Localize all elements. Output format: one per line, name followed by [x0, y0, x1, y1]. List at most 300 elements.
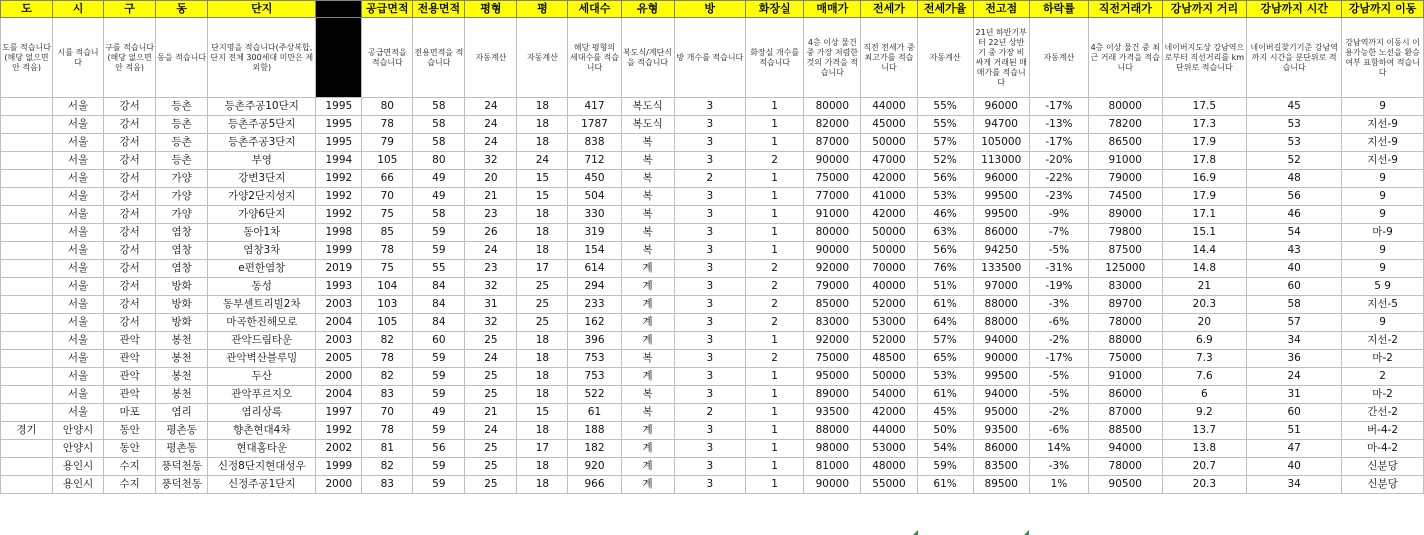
table-cell[interactable]	[1, 152, 53, 170]
table-cell[interactable]: 87000	[1089, 404, 1162, 422]
table-cell[interactable]: 80	[413, 152, 465, 170]
table-cell[interactable]: 45%	[917, 404, 973, 422]
table-cell[interactable]: 14%	[1029, 440, 1088, 458]
table-cell[interactable]: 50000	[861, 242, 917, 260]
table-cell[interactable]: 113000	[973, 152, 1029, 170]
table-cell[interactable]: 3	[674, 206, 745, 224]
table-cell[interactable]: 복	[621, 206, 674, 224]
table-cell[interactable]: 봉천	[156, 368, 208, 386]
table-cell[interactable]: 75000	[804, 170, 861, 188]
table-cell[interactable]: 3	[674, 422, 745, 440]
table-cell[interactable]: 서울	[53, 278, 104, 296]
table-cell[interactable]: 3	[674, 386, 745, 404]
table-cell[interactable]: 서울	[53, 152, 104, 170]
table-cell[interactable]: 신정주공1단지	[208, 476, 316, 494]
table-cell[interactable]: 계	[621, 296, 674, 314]
table-cell[interactable]: 등촌주공5단지	[208, 116, 316, 134]
table-cell[interactable]: 59	[413, 422, 465, 440]
table-cell[interactable]: 복	[621, 134, 674, 152]
table-cell[interactable]: 50000	[861, 368, 917, 386]
table-cell[interactable]: 50%	[917, 422, 973, 440]
table-cell[interactable]: 89500	[973, 476, 1029, 494]
table-cell[interactable]: 서울	[53, 368, 104, 386]
table-cell[interactable]: 103	[362, 296, 413, 314]
table-cell[interactable]: 90000	[804, 152, 861, 170]
table-cell[interactable]: 1999	[316, 242, 362, 260]
table-cell[interactable]: 89000	[804, 386, 861, 404]
column-description[interactable]: 전용면적을 적습니다	[413, 18, 465, 98]
table-cell[interactable]: 등촌주공3단지	[208, 134, 316, 152]
table-cell[interactable]: 24	[465, 242, 517, 260]
table-cell[interactable]: 관악	[104, 386, 156, 404]
column-description[interactable]: 시를 적습니다	[53, 18, 104, 98]
column-header[interactable]: 전세가	[861, 1, 917, 18]
table-cell[interactable]: 1	[746, 224, 804, 242]
table-cell[interactable]: 54000	[861, 386, 917, 404]
table-cell[interactable]: 두산	[208, 368, 316, 386]
table-cell[interactable]: 58	[413, 134, 465, 152]
table-cell[interactable]: -2%	[1029, 404, 1088, 422]
table-cell[interactable]: 24	[465, 134, 517, 152]
table-cell[interactable]: 17	[517, 260, 568, 278]
table-cell[interactable]: 85	[362, 224, 413, 242]
table-cell[interactable]: 24	[465, 116, 517, 134]
table-cell[interactable]: 1	[746, 440, 804, 458]
table-cell[interactable]: 1	[746, 386, 804, 404]
column-description[interactable]: 자동계산	[465, 18, 517, 98]
column-description[interactable]: 자동계산	[917, 18, 973, 98]
table-cell[interactable]: 55000	[861, 476, 917, 494]
table-cell[interactable]: 60	[413, 332, 465, 350]
table-cell[interactable]: 3	[674, 350, 745, 368]
table-cell[interactable]: 18	[517, 368, 568, 386]
table-cell[interactable]: 18	[517, 350, 568, 368]
table-cell[interactable]: 계	[621, 368, 674, 386]
table-cell[interactable]: 57	[1247, 314, 1342, 332]
table-cell[interactable]: -6%	[1029, 314, 1088, 332]
table-cell[interactable]: 83	[362, 386, 413, 404]
table-cell[interactable]: 서울	[53, 188, 104, 206]
table-cell[interactable]: 1	[746, 170, 804, 188]
table-cell[interactable]: 용인시	[53, 476, 104, 494]
table-cell[interactable]: 9	[1342, 314, 1424, 332]
column-header[interactable]: 시	[53, 1, 104, 18]
table-cell[interactable]: 78200	[1089, 116, 1162, 134]
table-cell[interactable]: 복	[621, 152, 674, 170]
table-cell[interactable]: 25	[517, 314, 568, 332]
table-cell[interactable]: 63%	[917, 224, 973, 242]
table-cell[interactable]: 마곡한진해모로	[208, 314, 316, 332]
table-cell[interactable]: 417	[568, 98, 621, 116]
table-cell[interactable]: 65%	[917, 350, 973, 368]
table-cell[interactable]: 2	[674, 170, 745, 188]
table-cell[interactable]: 48500	[861, 350, 917, 368]
column-description[interactable]	[316, 18, 362, 98]
table-cell[interactable]: 88000	[973, 314, 1029, 332]
table-cell[interactable]: 45	[1247, 98, 1342, 116]
table-cell[interactable]: 105000	[973, 134, 1029, 152]
table-cell[interactable]: 99500	[973, 206, 1029, 224]
table-cell[interactable]: 1997	[316, 404, 362, 422]
table-cell[interactable]: 21	[465, 188, 517, 206]
column-header[interactable]: 전고점	[973, 1, 1029, 18]
table-cell[interactable]: 78000	[1089, 314, 1162, 332]
table-cell[interactable]: 52000	[861, 296, 917, 314]
table-cell[interactable]: 32	[465, 278, 517, 296]
table-cell[interactable]: 마-4-2	[1342, 440, 1424, 458]
table-cell[interactable]: 관악	[104, 350, 156, 368]
table-cell[interactable]: 계	[621, 458, 674, 476]
table-cell[interactable]: 2003	[316, 332, 362, 350]
table-cell[interactable]: 용인시	[53, 458, 104, 476]
table-cell[interactable]: 81000	[804, 458, 861, 476]
column-header[interactable]: 공급면적	[362, 1, 413, 18]
table-cell[interactable]: 87000	[804, 134, 861, 152]
table-cell[interactable]	[1, 368, 53, 386]
table-cell[interactable]: 61%	[917, 296, 973, 314]
table-cell[interactable]	[1, 440, 53, 458]
table-cell[interactable]: 강서	[104, 314, 156, 332]
table-cell[interactable]: 방화	[156, 314, 208, 332]
table-cell[interactable]: 58	[413, 98, 465, 116]
column-description[interactable]: 네이버지도상 강남역으로부터 직선거리를 km단위로 적습니다	[1162, 18, 1247, 98]
table-cell[interactable]: 25	[465, 368, 517, 386]
table-cell[interactable]: 서울	[53, 404, 104, 422]
table-cell[interactable]: 17	[517, 440, 568, 458]
table-cell[interactable]: 75000	[1089, 350, 1162, 368]
table-cell[interactable]: 1992	[316, 170, 362, 188]
table-cell[interactable]: 서울	[53, 242, 104, 260]
table-cell[interactable]	[1, 134, 53, 152]
table-cell[interactable]: 24	[465, 350, 517, 368]
table-cell[interactable]: 3	[674, 224, 745, 242]
table-cell[interactable]: 17.9	[1162, 134, 1247, 152]
table-cell[interactable]: 43	[1247, 242, 1342, 260]
table-cell[interactable]: 753	[568, 368, 621, 386]
table-cell[interactable]: 21	[465, 404, 517, 422]
table-cell[interactable]: 등촌주공10단지	[208, 98, 316, 116]
table-cell[interactable]: 18	[517, 134, 568, 152]
table-cell[interactable]: 34	[1247, 332, 1342, 350]
table-cell[interactable]: -2%	[1029, 332, 1088, 350]
table-cell[interactable]: 지선-9	[1342, 116, 1424, 134]
table-cell[interactable]: 88000	[973, 296, 1029, 314]
table-cell[interactable]: 동안	[104, 422, 156, 440]
table-cell[interactable]: 3	[674, 332, 745, 350]
column-description[interactable]: 직전 전세가 중 최고가를 적습니다	[861, 18, 917, 98]
table-cell[interactable]: 94000	[1089, 440, 1162, 458]
table-cell[interactable]: 강서	[104, 98, 156, 116]
table-cell[interactable]: 75000	[804, 350, 861, 368]
table-cell[interactable]: 2	[1342, 368, 1424, 386]
table-cell[interactable]: 48	[1247, 170, 1342, 188]
table-cell[interactable]: 88000	[804, 422, 861, 440]
table-cell[interactable]: 7.6	[1162, 368, 1247, 386]
table-cell[interactable]: 7.3	[1162, 350, 1247, 368]
table-cell[interactable]: 24	[465, 98, 517, 116]
table-cell[interactable]: 2000	[316, 368, 362, 386]
table-cell[interactable]: 54%	[917, 440, 973, 458]
table-cell[interactable]: 복	[621, 224, 674, 242]
table-cell[interactable]: 9	[1342, 206, 1424, 224]
table-cell[interactable]: -6%	[1029, 422, 1088, 440]
table-cell[interactable]: 105	[362, 314, 413, 332]
table-cell[interactable]: 52%	[917, 152, 973, 170]
table-cell[interactable]: 182	[568, 440, 621, 458]
table-cell[interactable]: 79800	[1089, 224, 1162, 242]
table-cell[interactable]: 56	[413, 440, 465, 458]
table-cell[interactable]: 24	[1247, 368, 1342, 386]
table-cell[interactable]: 51%	[917, 278, 973, 296]
table-cell[interactable]: 58	[413, 206, 465, 224]
table-cell[interactable]: 3	[674, 260, 745, 278]
table-cell[interactable]: 서울	[53, 332, 104, 350]
table-cell[interactable]: 60	[1247, 278, 1342, 296]
table-cell[interactable]: 1998	[316, 224, 362, 242]
table-cell[interactable]: 3	[674, 278, 745, 296]
table-cell[interactable]: 32	[465, 314, 517, 332]
table-cell[interactable]: 지선-9	[1342, 134, 1424, 152]
table-cell[interactable]: 1999	[316, 458, 362, 476]
table-cell[interactable]: 동아1차	[208, 224, 316, 242]
table-cell[interactable]: 1	[746, 332, 804, 350]
table-cell[interactable]: 1	[746, 134, 804, 152]
table-cell[interactable]: 53	[1247, 116, 1342, 134]
table-cell[interactable]	[1, 170, 53, 188]
table-cell[interactable]: 294	[568, 278, 621, 296]
table-cell[interactable]: 염창3차	[208, 242, 316, 260]
table-cell[interactable]: 복	[621, 386, 674, 404]
table-cell[interactable]: 3	[674, 458, 745, 476]
column-description[interactable]: 구를 적습니다(해당 없으면 안 적음)	[104, 18, 156, 98]
table-cell[interactable]	[1, 332, 53, 350]
table-cell[interactable]: 신분당	[1342, 476, 1424, 494]
table-cell[interactable]: 가양	[156, 206, 208, 224]
column-description[interactable]: 해당 평형의 세대수를 적습니다	[568, 18, 621, 98]
table-cell[interactable]: 25	[517, 296, 568, 314]
table-cell[interactable]: 154	[568, 242, 621, 260]
table-cell[interactable]: 92000	[804, 332, 861, 350]
table-cell[interactable]: -3%	[1029, 296, 1088, 314]
table-cell[interactable]: -3%	[1029, 458, 1088, 476]
table-cell[interactable]: 1992	[316, 188, 362, 206]
table-cell[interactable]: 1	[746, 422, 804, 440]
table-cell[interactable]: 18	[517, 224, 568, 242]
table-cell[interactable]: 15	[517, 404, 568, 422]
table-cell[interactable]: 등촌	[156, 116, 208, 134]
table-cell[interactable]: 84	[413, 296, 465, 314]
table-cell[interactable]: 17.9	[1162, 188, 1247, 206]
table-cell[interactable]: 강서	[104, 152, 156, 170]
table-cell[interactable]: 15	[517, 188, 568, 206]
table-cell[interactable]: 47000	[861, 152, 917, 170]
table-cell[interactable]: 48000	[861, 458, 917, 476]
table-cell[interactable]: 86000	[973, 224, 1029, 242]
table-cell[interactable]: 9	[1342, 170, 1424, 188]
column-description[interactable]: 4층 이상 물건 중 가장 저렴한 것의 가격을 적습니다	[804, 18, 861, 98]
table-cell[interactable]: 염창	[156, 242, 208, 260]
table-cell[interactable]: 2003	[316, 296, 362, 314]
column-header[interactable]: 방	[674, 1, 745, 18]
table-cell[interactable]: 지선-2	[1342, 332, 1424, 350]
table-cell[interactable]: 강서	[104, 134, 156, 152]
table-cell[interactable]: -22%	[1029, 170, 1088, 188]
table-cell[interactable]	[1, 260, 53, 278]
table-cell[interactable]	[1, 404, 53, 422]
table-cell[interactable]: 55%	[917, 116, 973, 134]
table-cell[interactable]	[1, 242, 53, 260]
table-cell[interactable]: 계	[621, 314, 674, 332]
table-cell[interactable]: 2	[746, 296, 804, 314]
table-cell[interactable]: 봉천	[156, 350, 208, 368]
table-cell[interactable]: 18	[517, 206, 568, 224]
table-cell[interactable]: 133500	[973, 260, 1029, 278]
table-cell[interactable]: 20.3	[1162, 476, 1247, 494]
table-cell[interactable]: 계	[621, 476, 674, 494]
table-cell[interactable]: 76%	[917, 260, 973, 278]
table-cell[interactable]: 50000	[861, 224, 917, 242]
table-cell[interactable]: 18	[517, 422, 568, 440]
table-cell[interactable]: 56%	[917, 170, 973, 188]
table-cell[interactable]: 2019	[316, 260, 362, 278]
table-cell[interactable]: 84	[413, 314, 465, 332]
table-cell[interactable]: 70	[362, 188, 413, 206]
table-cell[interactable]: 복도식	[621, 98, 674, 116]
table-cell[interactable]: 42000	[861, 170, 917, 188]
table-cell[interactable]: 마-9	[1342, 224, 1424, 242]
table-cell[interactable]: 78	[362, 242, 413, 260]
table-cell[interactable]: 838	[568, 134, 621, 152]
table-cell[interactable]: 가양2단지성지	[208, 188, 316, 206]
table-cell[interactable]: 향촌현대4차	[208, 422, 316, 440]
table-cell[interactable]: 20.3	[1162, 296, 1247, 314]
table-cell[interactable]: 82000	[804, 116, 861, 134]
table-cell[interactable]: 56	[1247, 188, 1342, 206]
table-cell[interactable]: 90000	[804, 242, 861, 260]
column-header[interactable]: 직전거래가	[1089, 1, 1162, 18]
table-cell[interactable]: 105	[362, 152, 413, 170]
table-cell[interactable]: 2	[746, 152, 804, 170]
table-cell[interactable]: 20	[1162, 314, 1247, 332]
table-cell[interactable]: 80000	[804, 224, 861, 242]
table-cell[interactable]: 3	[674, 188, 745, 206]
table-cell[interactable]	[1, 224, 53, 242]
table-cell[interactable]: 현대홈타운	[208, 440, 316, 458]
table-cell[interactable]: 233	[568, 296, 621, 314]
table-cell[interactable]: 55%	[917, 98, 973, 116]
table-cell[interactable]: -19%	[1029, 278, 1088, 296]
table-cell[interactable]: 1995	[316, 134, 362, 152]
table-cell[interactable]: 59	[413, 368, 465, 386]
table-cell[interactable]: 86000	[1089, 386, 1162, 404]
table-cell[interactable]: 평촌동	[156, 440, 208, 458]
table-cell[interactable]: 162	[568, 314, 621, 332]
table-cell[interactable]: 20	[465, 170, 517, 188]
table-cell[interactable]: 강서	[104, 260, 156, 278]
table-cell[interactable]: 서울	[53, 314, 104, 332]
table-cell[interactable]: -13%	[1029, 116, 1088, 134]
table-cell[interactable]: 504	[568, 188, 621, 206]
table-cell[interactable]: 82	[362, 332, 413, 350]
table-cell[interactable]: 79000	[804, 278, 861, 296]
table-cell[interactable]: 59	[413, 458, 465, 476]
column-description[interactable]: 강남역까지 이동시 이용가능한 노선을 환승여부 표함하여 적습니다	[1342, 18, 1424, 98]
table-cell[interactable]: 45000	[861, 116, 917, 134]
table-cell[interactable]: 58	[413, 116, 465, 134]
table-cell[interactable]: 2	[746, 350, 804, 368]
table-cell[interactable]: 방화	[156, 296, 208, 314]
table-cell[interactable]	[1, 98, 53, 116]
table-cell[interactable]: 등촌	[156, 152, 208, 170]
table-cell[interactable]: 56%	[917, 242, 973, 260]
column-header[interactable]: 화장실	[746, 1, 804, 18]
table-cell[interactable]: 서울	[53, 170, 104, 188]
column-header[interactable]: 강남까지 이동	[1342, 1, 1424, 18]
table-cell[interactable]: 52000	[861, 332, 917, 350]
table-cell[interactable]: 78000	[1089, 458, 1162, 476]
table-cell[interactable]: 1	[746, 458, 804, 476]
table-cell[interactable]: 25	[465, 440, 517, 458]
table-cell[interactable]: 90000	[804, 476, 861, 494]
column-description[interactable]: 방 개수를 적습니다	[674, 18, 745, 98]
table-cell[interactable]: 버-4-2	[1342, 422, 1424, 440]
table-cell[interactable]: 서울	[53, 260, 104, 278]
column-header[interactable]: 유형	[621, 1, 674, 18]
table-cell[interactable]: 18	[517, 476, 568, 494]
table-cell[interactable]: 49	[413, 170, 465, 188]
table-cell[interactable]: 봉천	[156, 386, 208, 404]
table-cell[interactable]: 96000	[973, 170, 1029, 188]
table-cell[interactable]: 9	[1342, 188, 1424, 206]
table-cell[interactable]: 5 9	[1342, 278, 1424, 296]
table-cell[interactable]: 14.8	[1162, 260, 1247, 278]
table-cell[interactable]: 18	[517, 386, 568, 404]
table-cell[interactable]: 수지	[104, 476, 156, 494]
table-cell[interactable]: 1992	[316, 422, 362, 440]
table-cell[interactable]: 83500	[973, 458, 1029, 476]
table-cell[interactable]: 강서	[104, 170, 156, 188]
table-cell[interactable]: 강서	[104, 278, 156, 296]
table-cell[interactable]: 80000	[1089, 98, 1162, 116]
table-cell[interactable]: 1%	[1029, 476, 1088, 494]
table-cell[interactable]: 1992	[316, 206, 362, 224]
column-header[interactable]: 동	[156, 1, 208, 18]
table-cell[interactable]: 88000	[1089, 332, 1162, 350]
table-cell[interactable]: -5%	[1029, 386, 1088, 404]
column-description[interactable]: 네이버길찾기기준 강남역까지 시간을 분단위로 적습니다	[1247, 18, 1342, 98]
table-cell[interactable]: 319	[568, 224, 621, 242]
table-cell[interactable]: 마포	[104, 404, 156, 422]
table-cell[interactable]: 봉천	[156, 332, 208, 350]
table-cell[interactable]: 32	[465, 152, 517, 170]
table-cell[interactable]: 53	[1247, 134, 1342, 152]
table-cell[interactable]: 9	[1342, 98, 1424, 116]
table-cell[interactable]: 89000	[1089, 206, 1162, 224]
table-cell[interactable]: 42000	[861, 404, 917, 422]
table-cell[interactable]: 15.1	[1162, 224, 1247, 242]
table-cell[interactable]: 1	[746, 404, 804, 422]
table-cell[interactable]: 동안	[104, 440, 156, 458]
table-cell[interactable]: 25	[465, 476, 517, 494]
table-cell[interactable]: 강변3단지	[208, 170, 316, 188]
table-cell[interactable]: 396	[568, 332, 621, 350]
table-cell[interactable]: 서울	[53, 224, 104, 242]
table-cell[interactable]: 강서	[104, 224, 156, 242]
table-cell[interactable]: 87500	[1089, 242, 1162, 260]
table-cell[interactable]: 1	[746, 98, 804, 116]
table-cell[interactable]: -31%	[1029, 260, 1088, 278]
table-cell[interactable]: 50000	[861, 134, 917, 152]
